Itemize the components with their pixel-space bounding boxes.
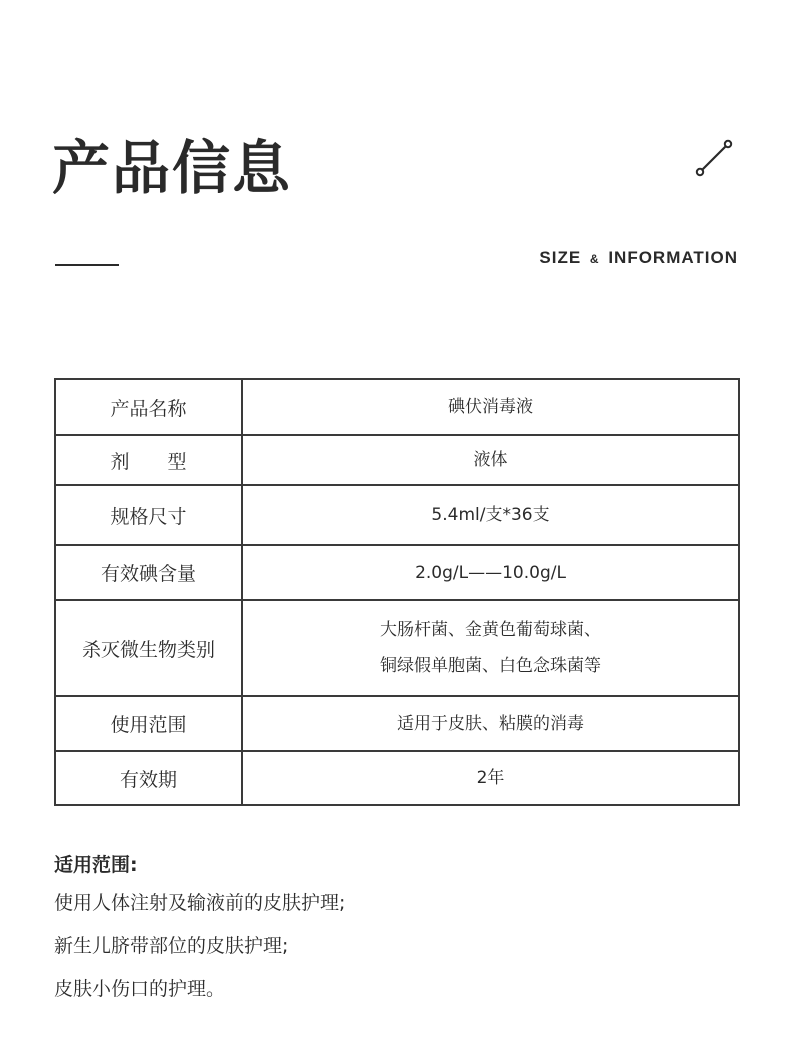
table-row [55,485,739,545]
row-value: 2.0g/L——10.0g/L [242,545,739,600]
row-label: 有效碘含量 [55,545,242,600]
title-underline [55,264,119,266]
row-value: 2年 [242,751,739,805]
row-label: 有效期 [55,751,242,805]
row-value-line: 铜绿假单胞菌、白色念珠菌等 [380,656,601,676]
row-value: 5.4ml/支*36支 [242,485,739,545]
usage-heading: 适用范围: [54,854,138,876]
table-row [55,600,739,696]
table-row [55,435,739,485]
subtitle-amp: & [589,252,600,266]
section-subtitle [539,248,738,268]
table-row [55,751,739,805]
subtitle-information: INFORMATION [608,248,738,267]
usage-line: 新生儿脐带部位的皮肤护理; [54,935,289,957]
table-row [55,379,739,435]
row-value: 碘伏消毒液 [242,379,739,435]
row-label: 使用范围 [55,696,242,751]
row-value [242,600,739,696]
table-row [55,545,739,600]
row-label: 产品名称 [55,379,242,435]
row-label: 剂 型 [55,435,242,485]
row-value: 适用于皮肤、粘膜的消毒 [242,696,739,751]
row-value: 液体 [242,435,739,485]
product-info-table [54,378,740,806]
usage-line: 使用人体注射及输液前的皮肤护理; [54,892,346,914]
row-label: 杀灭微生物类别 [55,600,242,696]
table-row [55,696,739,751]
row-value-line: 大肠杆菌、金黄色葡萄球菌、 [380,620,601,640]
usage-section [54,848,744,1011]
usage-line: 皮肤小伤口的护理。 [54,978,226,1000]
row-label: 规格尺寸 [55,485,242,545]
subtitle-size: SIZE [539,248,582,267]
cotton-swab-icon [694,138,734,178]
page-title: 产品信息 [52,134,293,202]
